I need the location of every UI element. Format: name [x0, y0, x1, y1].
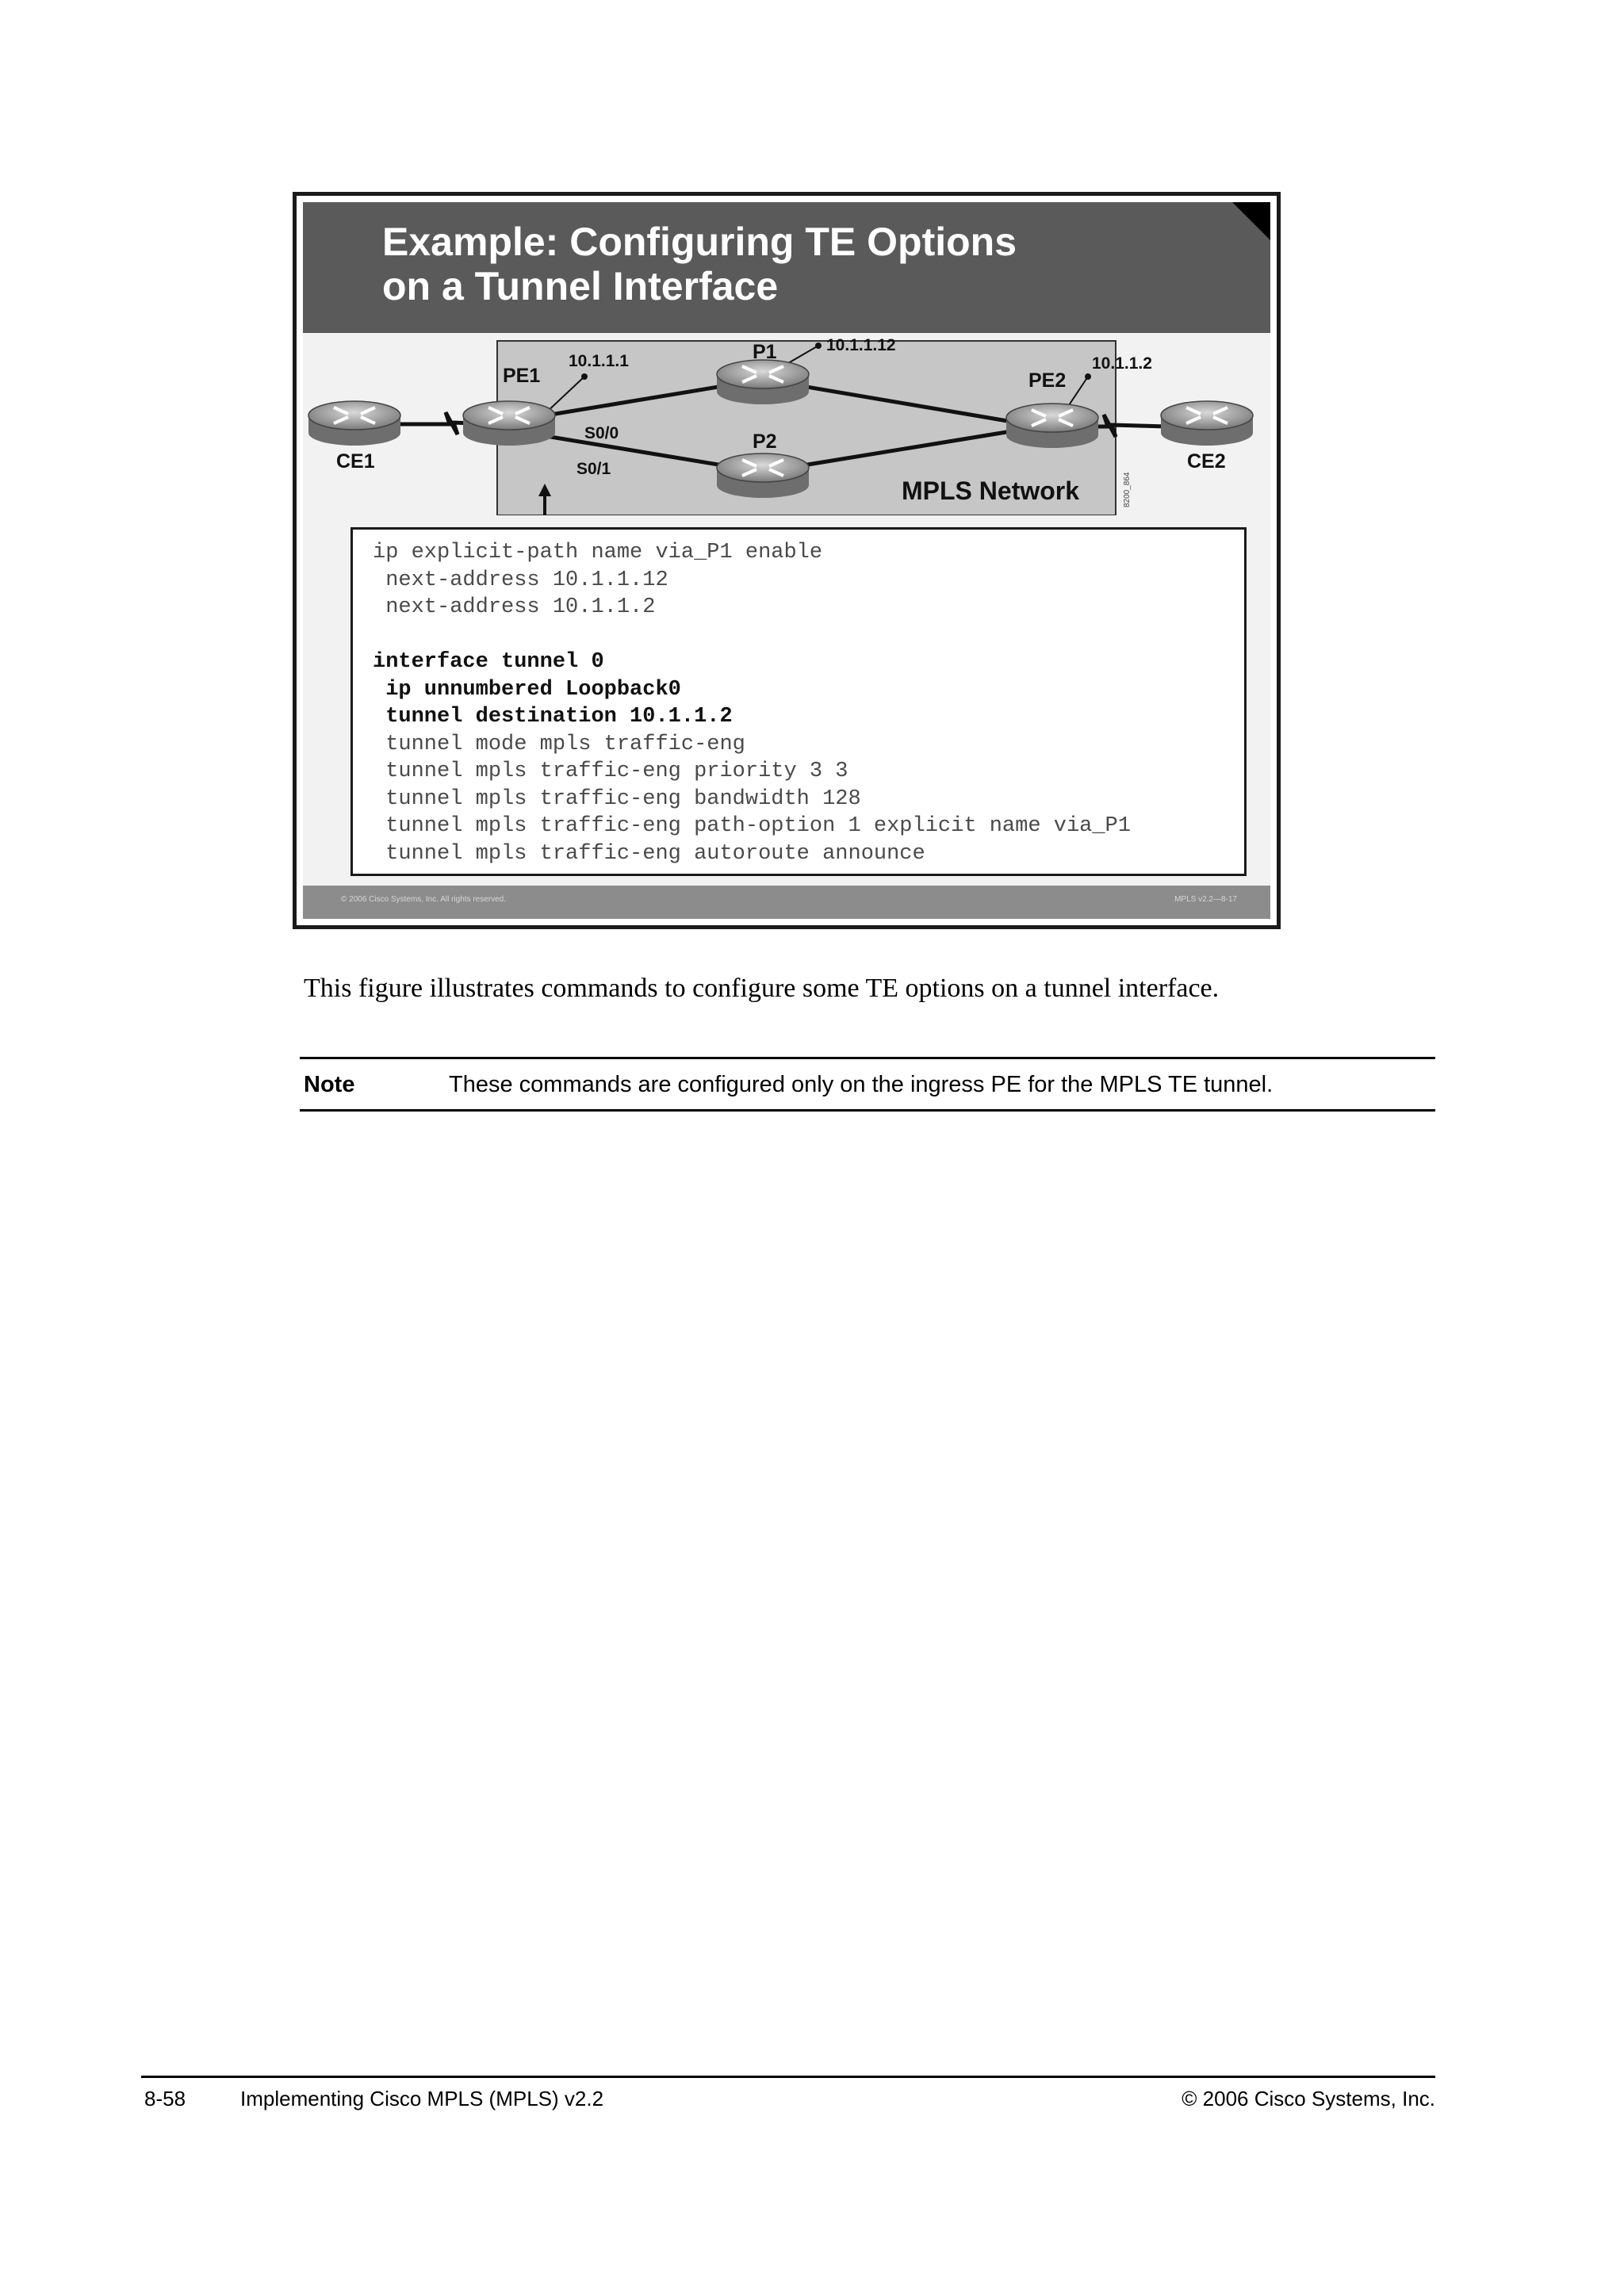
slide-footer — [303, 886, 1270, 919]
slide-title-line1: Example: Configuring TE Options — [382, 220, 1017, 264]
slide-inner — [303, 202, 1270, 919]
label-p1: P1 — [753, 341, 777, 363]
slide-title-line2: on a Tunnel Interface — [382, 264, 779, 308]
page-footer-rule — [141, 2076, 1435, 2078]
label-s00: S0/0 — [584, 424, 619, 442]
note-top-rule — [300, 1057, 1435, 1059]
label-p1-ip: 10.1.1.12 — [826, 336, 896, 354]
code-line: ip explicit-path name via_P1 enable — [373, 541, 823, 564]
label-p2: P2 — [753, 430, 777, 453]
network-diagram — [303, 333, 1270, 515]
page-number: 8-58 — [144, 2087, 186, 2110]
page-copyright: © 2006 Cisco Systems, Inc. — [1182, 2087, 1435, 2110]
label-pe1: PE1 — [503, 365, 541, 387]
router-p2-icon — [717, 453, 809, 498]
router-ce2-icon — [1161, 401, 1253, 446]
code-line: tunnel mpls traffic-eng priority 3 3 — [373, 760, 848, 783]
note-text: These commands are configured only on the ingress PE for the MPLS TE tunnel. — [449, 1072, 1274, 1097]
label-s01: S0/1 — [576, 460, 611, 478]
code-line: tunnel mpls traffic-eng autoroute announce — [373, 841, 925, 866]
label-ce2: CE2 — [1187, 450, 1226, 473]
label-pe2: PE2 — [1028, 369, 1067, 392]
code-line: tunnel mpls traffic-eng path-option 1 explicit name via_P1 — [373, 814, 1131, 838]
router-ce1-icon — [308, 401, 400, 446]
code-box — [350, 527, 1247, 876]
slide-footer-id: MPLS v2.2—8-17 — [1174, 895, 1237, 904]
code-line: ip unnumbered Loopback0 — [373, 677, 681, 702]
pointer-dot-p1 — [815, 342, 822, 349]
router-pe1-icon — [463, 401, 555, 446]
pointer-dot-pe1 — [581, 373, 588, 380]
note-bottom-rule — [300, 1109, 1435, 1112]
code-line: next-address 10.1.1.12 — [373, 568, 668, 592]
code-line: next-address 10.1.1.2 — [373, 595, 656, 619]
figure-id: 8200_864 — [1123, 472, 1132, 507]
code-line — [373, 622, 1244, 649]
note-label: Note — [304, 1072, 355, 1097]
code-line: interface tunnel 0 — [373, 650, 604, 674]
slide-header — [303, 202, 1270, 333]
slide-frame — [293, 192, 1281, 929]
router-pe2-icon — [1006, 404, 1098, 448]
router-p1-icon — [717, 360, 809, 404]
slide-footer-copyright: © 2006 Cisco Systems, Inc. All rights reserved. — [341, 895, 507, 904]
code-line: tunnel mpls traffic-eng bandwidth 128 — [373, 786, 861, 811]
book-title: Implementing Cisco MPLS (MPLS) v2.2 — [240, 2087, 604, 2110]
figure-caption: This figure illustrates commands to configure some TE options on a tunnel interface. — [304, 974, 1220, 1003]
label-ce1: CE1 — [336, 450, 375, 473]
label-mpls-network: MPLS Network — [902, 476, 1080, 505]
pointer-dot-pe2 — [1085, 373, 1091, 380]
label-pe2-ip: 10.1.1.2 — [1092, 354, 1152, 373]
slide-title — [382, 220, 1017, 308]
code-line: tunnel destination 10.1.1.2 — [373, 705, 733, 729]
label-pe1-ip: 10.1.1.1 — [569, 352, 629, 370]
corner-triangle — [1232, 202, 1270, 240]
code-line: tunnel mode mpls traffic-eng — [373, 732, 745, 756]
